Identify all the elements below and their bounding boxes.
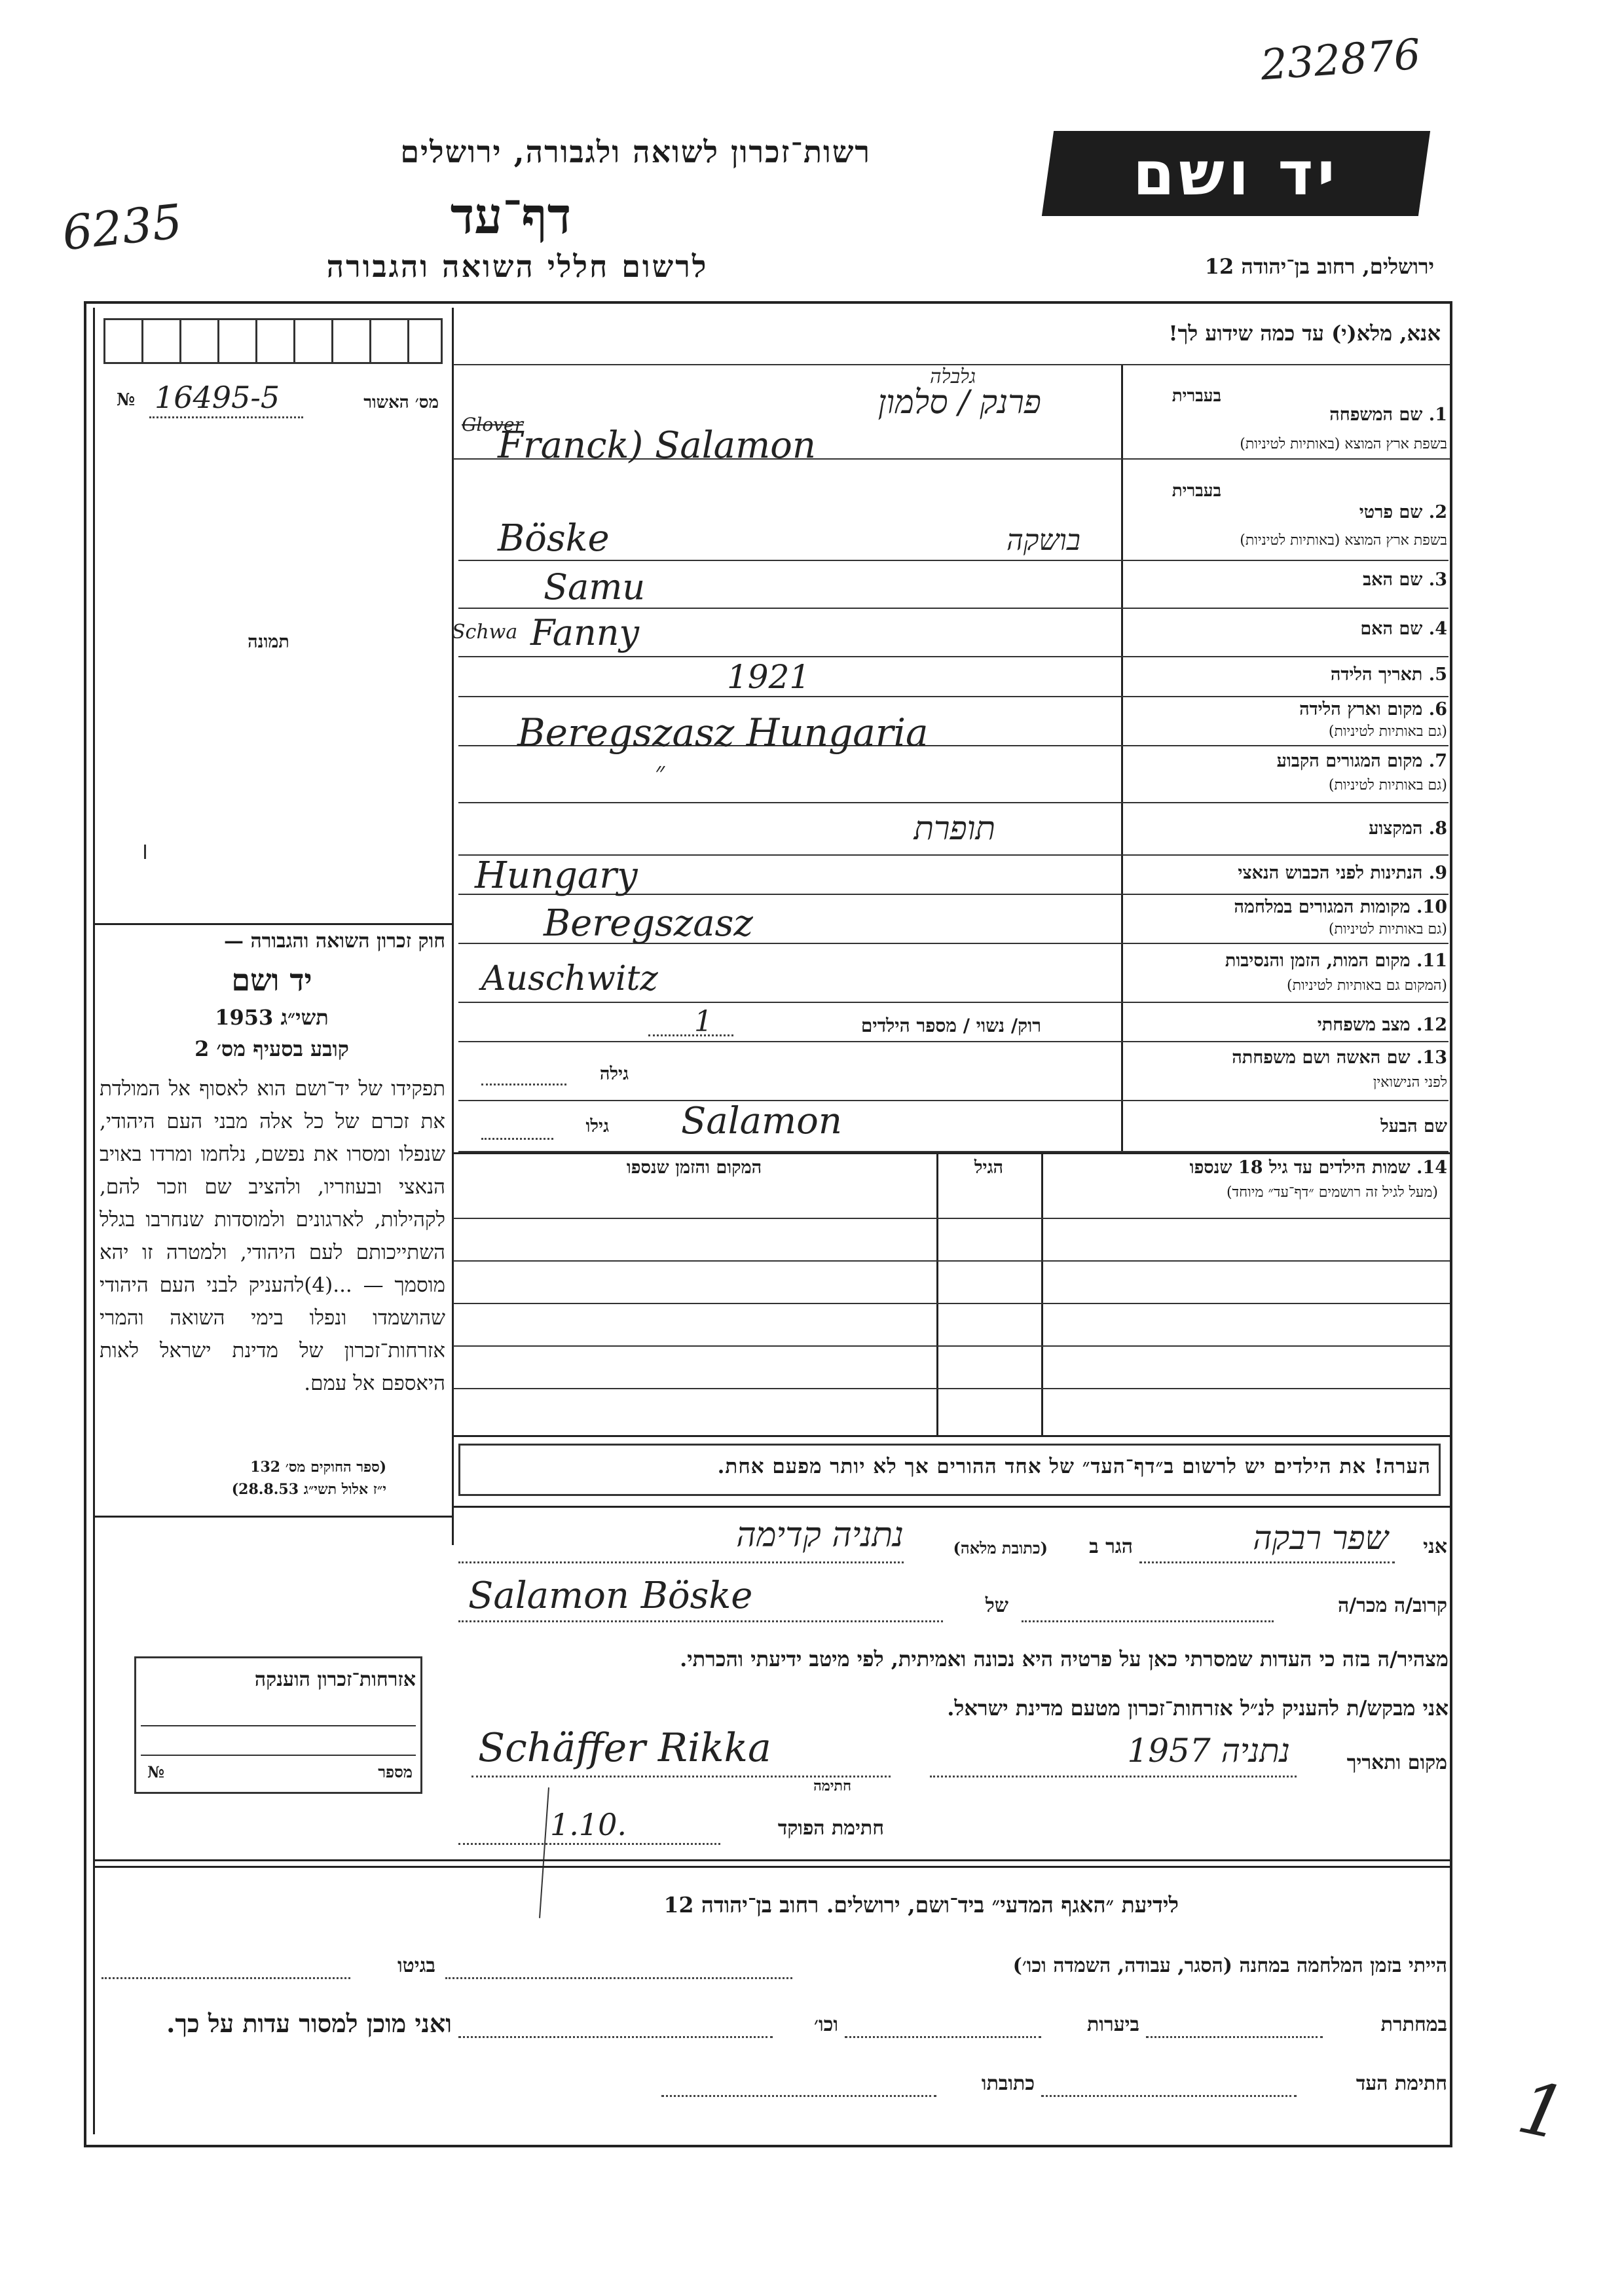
f4-label: 4. שם האם [1360,619,1447,639]
row-divider-12 [1121,1041,1449,1042]
authority-heading: רשות־זכרון לשואה ולגבורה, ירושלים [400,134,871,170]
husband-age-dotline [481,1138,553,1140]
row-divider-2 [1121,560,1449,561]
f1-latin-value: Franck) Salamon [498,424,816,467]
archive-line3-dots-1 [1041,2095,1297,2097]
declaration-relative-value: Salamon Böske [468,1575,753,1617]
declaration-statement: מצהיר/ה בזה כי העדות שמסרתי כאן על פרטיה היא נכונה ואמיתית, לפי מיטב ידיעתי והכרתי. [680,1647,1449,1671]
f10-note: (גם באותיות לטיניות) [1328,921,1447,938]
certificate-number-prefix: № [147,1762,165,1781]
value-line-10 [458,1002,1121,1003]
archive-line1-dots [445,1977,792,1979]
law-body: תפקידו של יד־ושם הוא לאסוף אל המולדת את זכרם של כל אלה מבני העם היהודי, שנפלו ומסרו את נפשם, נלחמו ומרדו באויב הנאצי ובעוזריו, ולהציב שם וזכר להם, לקהילות, לארגונים ולמוסדות שנחרבו בגלל השתייכותם לעם היהודי, ולמטרה זו יהא מוסמך — ...(4)להעניק לבני העם היהודי שהושמדו ונפלו בימי השואה והמרי אזרחות־זכרון של מדינת ישראל לאות היאספם אל עמם. [100,1077,445,1395]
f3-value: Samu [544,566,646,608]
f1-hebrew-label: בעברית [1172,386,1221,406]
husband-value: Salamon [681,1100,842,1142]
f4-value: Fanny [530,612,640,653]
value-line-4 [458,696,1121,697]
official-label: חתימת הפוקד [777,1817,884,1840]
husband-age-label: גילו [585,1116,609,1137]
f1-label: 1. שם המשפחה [1329,405,1447,425]
label-column-divider [1121,365,1123,1151]
law-year: תשי״ג 1953 [215,1005,329,1030]
declaration-resides-label: הגר ב [1089,1535,1133,1558]
place-date-label: מקום ותאריך [1346,1751,1447,1774]
value-line-12 [458,1100,1449,1101]
f10-label: 10. מקומות המגורים במלחמה [1234,897,1447,917]
f12-dotline [648,1034,733,1036]
row-divider-11 [1121,1002,1449,1003]
value-line-2 [458,608,1121,609]
remark-text: הערה! את הילדים יש לרשום ב״דף־העד״ של אחד ההורים אך לא יותר מפעם אחת. [717,1455,1431,1478]
husband-label: שם הבעל [1380,1116,1447,1137]
f12-options: רוק/ נשוי / מספר הילדים [860,1015,1041,1036]
instruction: אנא, מלא(י) עד כמה שידוע לך! [1168,321,1441,346]
archive-line3-dots-2 [661,2095,936,2097]
archive-line2-d: ואני מוכן למסור עדות על כך. [166,2009,452,2038]
f9-label: 9. הנתינות לפני הכבוש הנאצי [1238,863,1447,883]
law-section: קובע בסעיף מס׳ 2 [194,1036,349,1061]
signature-label: חתימה [813,1777,851,1795]
row-divider-8 [1121,854,1449,856]
value-line-6 [458,802,1121,803]
children-col-div-2 [936,1152,938,1435]
law-name: יד ושם [231,962,312,998]
f5-value: 1921 [727,658,811,696]
archive-title: לידיעת ״האגף המדעי״ ביד־ושם, ירושלים. רחוב בן־יהודה 12 [663,1892,1179,1918]
page-mark: 1 [1511,2065,1574,2157]
declaration-name-dotline [1139,1561,1395,1563]
declaration-address: נתניה קדימה [736,1516,904,1555]
margin-number: 6235 [60,193,185,261]
f13-age-label: גילה [599,1064,629,1084]
archive-line2-dots-1 [1146,2036,1323,2038]
children-row-4 [453,1345,1450,1347]
header-address: ירושלים, רחוב בן־יהודה 12 [1204,254,1434,279]
place-date-dotline [930,1776,1297,1777]
f9-value: Hungary [475,854,638,897]
sidebar-divider [452,308,454,1545]
official-dotline [458,1843,720,1845]
archive-top-rule-1 [93,1859,1450,1861]
yad-vashem-logo [1042,131,1430,216]
approval-prefix: № [117,390,136,410]
remark-bottom-rule [453,1506,1450,1508]
archive-corner-number: 232876 [1259,30,1422,90]
archive-line2-b: ביערות [1086,2013,1139,2036]
f6-note: (גם באותיות לטיניות) [1328,723,1447,740]
approval-tickboxes [103,318,443,364]
archive-line1-a: הייתי בזמן המלחמה במחנה (הסגר, עבודה, השמדה וכו׳) [1012,1954,1447,1977]
f2-label: 2. שם פרטי [1359,502,1447,522]
f11-note: (המקום גם באותיות לטיניות) [1287,977,1447,994]
form-title: דף־עד [450,187,572,245]
children-row-2 [453,1260,1450,1262]
f6-label: 6. מקום וארץ הלידה [1299,699,1447,720]
f6-value: Beregszasz Hungaria [517,710,929,755]
row-divider-4 [1121,656,1449,657]
f7-label: 7. מקום המגורים הקבוע [1276,751,1447,771]
f1-hebrew-value: פרנק / סלמון [877,383,1041,421]
logo-text: יד ושם [1133,138,1339,209]
archive-line3-a: חתימת העד [1356,2072,1447,2095]
photo-label: תמונה [248,632,289,652]
children-col-age: הגיל [974,1157,1004,1178]
value-line-11 [458,1041,1121,1042]
archive-top-rule-2 [93,1866,1450,1868]
f11-value: Auschwitz [481,959,658,998]
declaration-relative-label: קרוב/ה מכר/ה [1338,1594,1447,1617]
children-row-3 [453,1303,1450,1304]
f2-hebrew-value: בושקה [1006,524,1080,557]
sidebar-bottom-rule [93,1516,453,1518]
row-divider-3 [1121,608,1449,609]
f13-sub: לפני הנישואין [1373,1074,1447,1091]
f10-value: Beregszasz [544,902,753,945]
law-citation-2: י״ז אלול תשי״ג 28.8.53) [231,1481,386,1498]
f13-label: 13. שם האשה ושם משפחתה [1232,1048,1447,1068]
children-row-5 [453,1388,1450,1389]
f1-latin-crossed: Glover [462,414,523,435]
declaration-of-label: של [985,1594,1008,1617]
law-title: חוק זכרון השואה והגבורה — [224,930,445,953]
children-top-rule [453,1152,1450,1154]
f11-label: 11. מקום המות, הזמן והנסיבות [1225,951,1447,971]
law-box-top-rule [93,923,452,925]
official-value: 1.10. [550,1807,627,1842]
f4-prefix: Schwa [452,621,518,644]
law-citation-1: (ספר החוקים מס׳ 132 [250,1459,386,1476]
row-divider-9 [1121,894,1449,895]
children-col-div-1 [1041,1152,1043,1435]
f7-value: ״ [655,757,665,787]
children-note: (מעל לגיל זה רושמים ״דף־עד״ מיוחד) [1226,1184,1438,1201]
f2-latin-value: Böske [498,517,610,560]
approval-dotline [149,416,303,418]
f2-latin-note: בשפת ארץ המוצא (באותיות לטיניות) [1240,532,1447,549]
declaration-of-dotline [458,1620,943,1622]
archive-line2-a: במחתרת [1380,2013,1447,2036]
archive-line3-b: כתובתו [981,2072,1035,2095]
form-subtitle: לרשום חללי השואה והגבורה [326,249,709,284]
children-col-place: המקום והזמן שנספו [626,1157,762,1178]
declaration-address-note: (כתובת מלאה) [953,1539,1048,1558]
archive-line2-c: וכו׳ [814,2013,838,2036]
signature-value: Schäffer Rikka [478,1725,771,1771]
row-divider-7 [1121,802,1449,803]
approval-label: מס׳ האשור [363,393,439,412]
archive-line1-dots-2 [101,1977,350,1979]
children-row-1 [453,1218,1450,1219]
archive-line1-b: בגיטו [397,1954,435,1977]
certificate-title: אזרחות־זכרון הוענקה [254,1668,416,1691]
row-divider-6 [1121,745,1449,746]
declaration-address-dotline [458,1561,904,1563]
archive-line2-dots-2 [845,2036,1041,2038]
children-label: 14. שמות הילדים עד גיל 18 שנספו [1189,1157,1447,1178]
f3-label: 3. שם האב [1363,570,1447,590]
f1-hebrew-above: גלבלה [929,365,976,388]
archive-line2-dots-3 [458,2036,773,2038]
certificate-line-2 [141,1755,416,1756]
children-bottom-rule [453,1435,1450,1437]
declaration-request: אני מבקש/ת להעניק לנ״ל אזרחות־זכרון מטעם מדינת ישראל. [947,1696,1449,1721]
place-date-value: נתניה 1957 [1127,1732,1290,1770]
declaration-i-label: אני [1423,1535,1447,1558]
value-line-1 [458,560,1121,561]
certificate-number-label: מספר [378,1762,413,1781]
photo-corner-mark [144,845,151,859]
certificate-line-1 [141,1725,416,1726]
row-divider-10 [1121,943,1449,944]
f12-children-count: 1 [694,1005,712,1038]
declaration-name: שפר רבקה [1253,1519,1388,1557]
f12-label: 12. מצב משפחתי [1317,1015,1447,1035]
approval-number: 16495-5 [155,380,280,415]
f8-value: תופרת [913,809,995,847]
f13-age-dotline [481,1084,566,1085]
f7-note: (גם באותיות לטיניות) [1328,777,1447,793]
f1-latin-note: בשפת ארץ המוצא (באותיות לטיניות) [1240,436,1447,452]
f2-hebrew-label: בעברית [1172,481,1221,501]
f5-label: 5. תאריך הלידה [1330,665,1447,685]
declaration-relative-dotline [1022,1620,1274,1622]
row-divider-5 [1121,696,1449,697]
f8-label: 8. המקצוע [1369,818,1447,839]
value-line-3 [458,656,1121,657]
